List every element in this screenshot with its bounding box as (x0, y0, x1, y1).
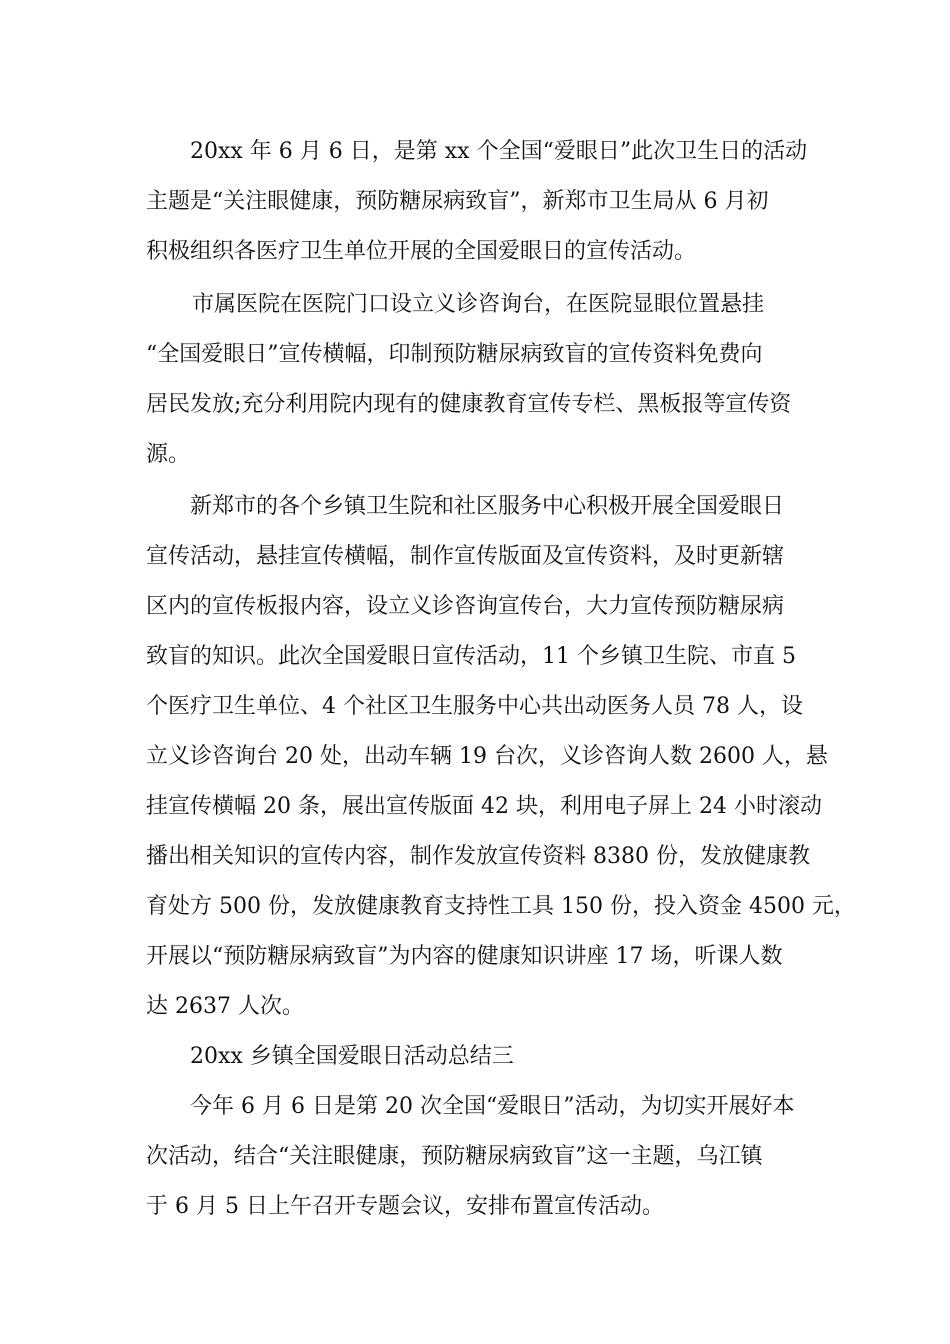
text-line: 开展以“预防糖尿病致盲”为内容的健康知识讲座 17 场，听课人数 (146, 944, 783, 969)
text-line: 次活动，结合“关注眼健康，预防糖尿病致盲”这一主题，乌江镇 (146, 1144, 763, 1169)
text-line: 源。 (146, 442, 191, 467)
text-line: 今年 6 月 6 日是第 20 次全国“爱眼日”活动，为切实开展好本 (190, 1094, 795, 1119)
text-line: 主题是“关注眼健康，预防糖尿病致盲”，新郑市卫生局从 6 月初 (146, 189, 769, 214)
section-heading: 20xx 乡镇全国爱眼日活动总结三 (190, 1044, 514, 1069)
text-line: 立义诊咨询台 20 处，出动车辆 19 台次，义诊咨询人数 2600 人，悬 (146, 744, 828, 769)
text-line: 20xx 年 6 月 6 日，是第 xx 个全国“爱眼日”此次卫生日的活动 (190, 139, 808, 164)
text-line: 市属医院在医院门口设立义诊咨询台，在医院显眼位置悬挂 (192, 292, 765, 317)
text-line: 挂宣传横幅 20 条，展出宣传版面 42 块，利用电子屏上 24 小时滚动 (146, 794, 822, 819)
text-line: 积极组织各医疗卫生单位开展的全国爱眼日的宣传活动。 (146, 239, 697, 264)
text-line: 新郑市的各个乡镇卫生院和社区服务中心积极开展全国爱眼日 (190, 494, 785, 519)
text-line: 播出相关知识的宣传内容，制作发放宣传资料 8380 份，发放健康教 (146, 844, 810, 869)
text-line: “全国爱眼日”宣传横幅，印制预防糖尿病致盲的宣传资料免费向 (146, 342, 763, 367)
text-line: 个医疗卫生单位、4 个社区卫生服务中心共出动医务人员 78 人，设 (146, 694, 803, 719)
text-line: 于 6 月 5 日上午召开专题会议，安排布置宣传活动。 (146, 1194, 664, 1219)
text-line: 致盲的知识。此次全国爱眼日宣传活动，11 个乡镇卫生院、市直 5 (146, 644, 796, 669)
text-line: 区内的宣传板报内容，设立义诊咨询宣传台，大力宣传预防糖尿病 (146, 594, 785, 619)
text-line: 育处方 500 份，发放健康教育支持性工具 150 份，投入资金 4500 元， (146, 894, 856, 919)
text-line: 宣传活动，悬挂宣传横幅，制作宣传版面及宣传资料，及时更新辖 (146, 544, 785, 569)
text-line: 居民发放;充分利用院内现有的健康教育宣传专栏、黑板报等宣传资 (146, 392, 792, 417)
text-line: 达 2637 人次。 (146, 994, 304, 1019)
